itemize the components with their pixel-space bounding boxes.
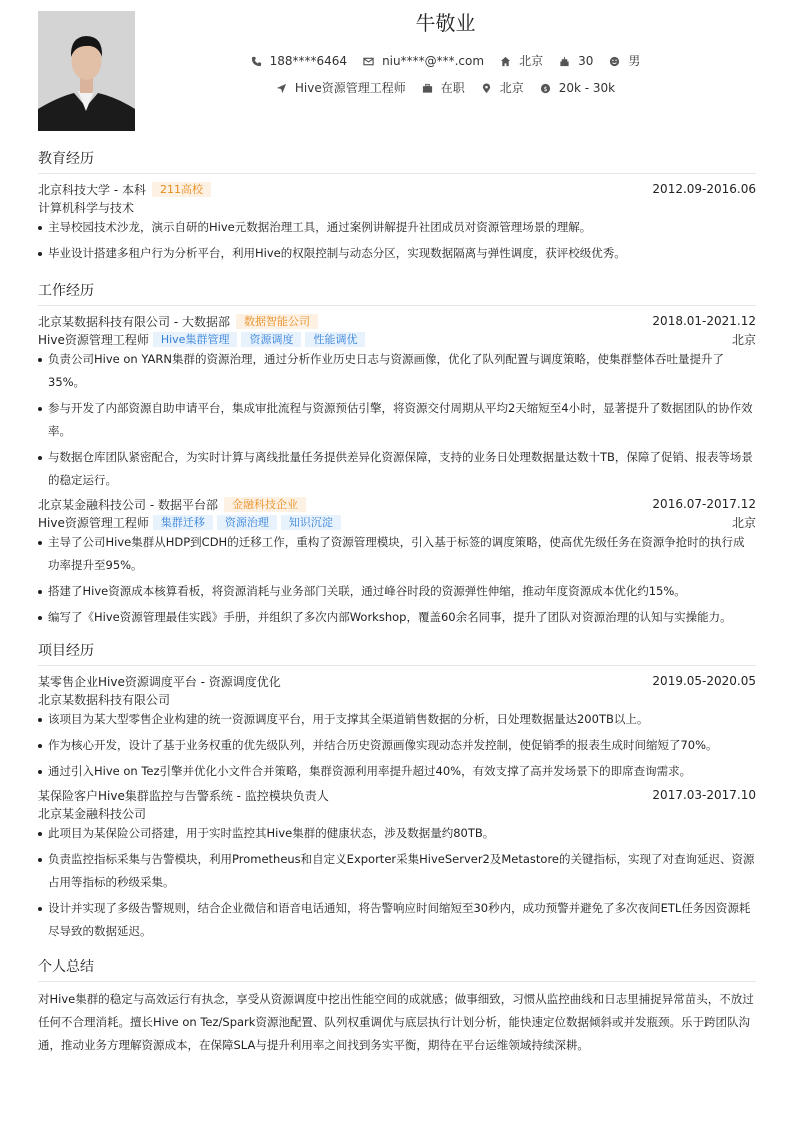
school-tag: 211高校 [152, 182, 211, 197]
money-icon [540, 83, 551, 94]
education-dates: 2012.09-2016.06 [652, 182, 756, 196]
city-item [500, 53, 543, 69]
profile-photo [38, 11, 135, 131]
salary-text: 20k - 30k [558, 81, 616, 95]
job-role-line [38, 513, 756, 531]
list-item: 毕业设计搭建多租户行为分析平台，利用Hive的权限控制与动态分区，实现数据隔离与弹性调度，获评校级优秀。 [38, 242, 756, 265]
salary-item [540, 80, 615, 96]
list-item: 负责监控指标采集与告警模块，利用Prometheus和自定义Exporter采集HiveServer2及Metastore的关键指标，实现了对查询延迟、资源占用等指标的秒级采集。 [38, 848, 756, 894]
profile-photo-image [38, 11, 135, 131]
age-item [559, 53, 593, 69]
education-bullets [38, 216, 756, 265]
gender-item [609, 53, 640, 69]
work-section [38, 281, 756, 632]
summary-text: 对Hive集群的稳定与高效运行有执念，享受从资源调度中挖出性能空间的成就感；做事细致，习惯从监控曲线和日志里捕捉异常苗头，不放过任何不合理消耗。擅长Hive on Tez/Spark资源池配置、队列权重调优与底层执行计划分析，能快速定位数据倾斜或并发瓶颈。乐于跨团队沟通，推动业务方理解资源成本，在保障SLA与提升利用率之间找到务实平衡，期待在平台运维领域持续深耕。 [38, 992, 754, 1052]
candidate-name: 牛敬业 [415, 11, 476, 35]
job-bullets [38, 531, 756, 629]
list-item: 该项目为某大型零售企业构建的统一资源调度平台，用于支撑其全渠道销售数据的分析，日处理数据量达200TB以上。 [38, 708, 756, 731]
mail-icon [363, 56, 374, 67]
projects-section [38, 641, 756, 946]
skill-tag: 知识沉淀 [281, 515, 341, 530]
company-name: 北京某金融科技公司 - 数据平台部 [38, 497, 218, 512]
home-icon [500, 56, 511, 67]
smiley-icon [609, 56, 620, 67]
project-header [38, 672, 756, 690]
company-name: 北京某数据科技有限公司 - 大数据部 [38, 314, 230, 329]
project-org-line [38, 804, 756, 822]
job-header [38, 495, 756, 513]
job-intent-row [135, 80, 756, 96]
skill-tag: 资源调度 [241, 332, 301, 347]
job-role: Hive资源管理工程师 [38, 332, 149, 347]
target-city-item [481, 80, 524, 96]
project-bullets [38, 822, 756, 943]
list-item: 作为核心开发，设计了基于业务权重的优先级队列，并结合历史资源画像实现动态并发控制，使促销季的报表生成时间缩短了70%。 [38, 734, 756, 757]
education-major: 计算机科学与技术 [38, 200, 135, 215]
cake-icon [559, 56, 570, 67]
list-item: 编写了《Hive资源管理最佳实践》手册，并组织了多次内部Workshop，覆盖60余名同事，提升了团队对资源治理的认知与实操能力。 [38, 606, 756, 629]
company-tag: 金融科技企业 [224, 497, 306, 512]
contact-info-row [135, 53, 756, 69]
projects-title: 项目经历 [38, 641, 756, 666]
target-city-text: 北京 [499, 81, 524, 95]
phone-icon [251, 56, 262, 67]
status-text: 在职 [440, 81, 465, 95]
list-item: 参与开发了内部资源自助申请平台，集成审批流程与资源预估引擎，将资源交付周期从平均2天缩短至4小时，显著提升了数据团队的协作效率。 [38, 397, 756, 443]
skill-tag: 集群迁移 [153, 515, 213, 530]
project-header [38, 786, 756, 804]
age-text: 30 [578, 54, 594, 68]
job-dates: 2018.01-2021.12 [652, 314, 756, 328]
email-item [363, 53, 484, 69]
education-header [38, 180, 756, 198]
project-name: 某保险客户Hive集群监控与告警系统 - 监控模块负责人 [38, 788, 329, 803]
job-dates: 2016.07-2017.12 [652, 497, 756, 511]
job-role: Hive资源管理工程师 [38, 515, 149, 530]
education-section [38, 149, 756, 268]
svg-text:$: $ [543, 84, 548, 93]
job-role-line [38, 330, 756, 348]
education-major-line [38, 198, 756, 216]
city-text: 北京 [519, 54, 544, 68]
project-org: 北京某数据科技有限公司 [38, 692, 171, 707]
gender-text: 男 [628, 54, 641, 68]
target-role-text: Hive资源管理工程师 [294, 81, 406, 95]
target-role-item [276, 80, 406, 96]
skill-tag: 性能调优 [305, 332, 365, 347]
phone-text: 188****6464 [269, 54, 348, 68]
job-location: 北京 [731, 515, 756, 530]
project-dates: 2017.03-2017.10 [652, 788, 756, 802]
skill-tag: 资源治理 [217, 515, 277, 530]
phone-item [251, 53, 347, 69]
list-item: 设计并实现了多级告警规则，结合企业微信和语音电话通知，将告警响应时间缩短至30秒内，成功预警并避免了多次夜间ETL任务因资源耗尽导致的数据延迟。 [38, 897, 756, 943]
project-org-line [38, 690, 756, 708]
summary-section [38, 957, 756, 1057]
job-location: 北京 [731, 332, 756, 347]
skill-tag: Hive集群管理 [153, 332, 238, 347]
job-header [38, 312, 756, 330]
list-item: 搭建了Hive资源成本核算看板，将资源消耗与业务部门关联，通过峰谷时段的资源弹性伸缩，推动年度资源成本优化约15%。 [38, 580, 756, 603]
project-bullets [38, 708, 756, 783]
list-item: 通过引入Hive on Tez引擎并优化小文件合并策略，集群资源利用率提升超过40%，有效支撑了高并发场景下的即席查询需求。 [38, 760, 756, 783]
job-bullets [38, 348, 756, 492]
work-title: 工作经历 [38, 281, 756, 306]
list-item: 主导校园技术沙龙，演示自研的Hive元数据治理工具，通过案例讲解提升社团成员对资源管理场景的理解。 [38, 216, 756, 239]
company-tag: 数据智能公司 [236, 314, 318, 329]
location-pin-icon [481, 83, 492, 94]
list-item: 主导了公司Hive集群从HDP到CDH的迁移工作，重构了资源管理模块，引入基于标签的调度策略，使高优先级任务在资源争抢时的执行成功率提升至95%。 [38, 531, 756, 577]
briefcase-icon [422, 83, 433, 94]
list-item: 负责公司Hive on YARN集群的资源治理，通过分析作业历史日志与资源画像，优化了队列配置与调度策略，使集群整体吞吐量提升了35%。 [38, 348, 756, 394]
project-dates: 2019.05-2020.05 [652, 674, 756, 688]
education-title: 教育经历 [38, 149, 756, 174]
school-name: 北京科技大学 - 本科 [38, 182, 146, 197]
list-item: 与数据仓库团队紧密配合，为实时计算与离线批量任务提供差异化资源保障，支持的业务日处理数据量达数十TB，保障了促销、报表等场景的稳定运行。 [38, 446, 756, 492]
send-icon [276, 83, 287, 94]
summary-title: 个人总结 [38, 957, 756, 982]
status-item [422, 80, 465, 96]
project-name: 某零售企业Hive资源调度平台 - 资源调度优化 [38, 674, 281, 689]
list-item: 此项目为某保险公司搭建，用于实时监控其Hive集群的健康状态，涉及数据量约80TB。 [38, 822, 756, 845]
email-text: niu****@***.com [382, 54, 485, 68]
project-org: 北京某金融科技公司 [38, 806, 147, 821]
